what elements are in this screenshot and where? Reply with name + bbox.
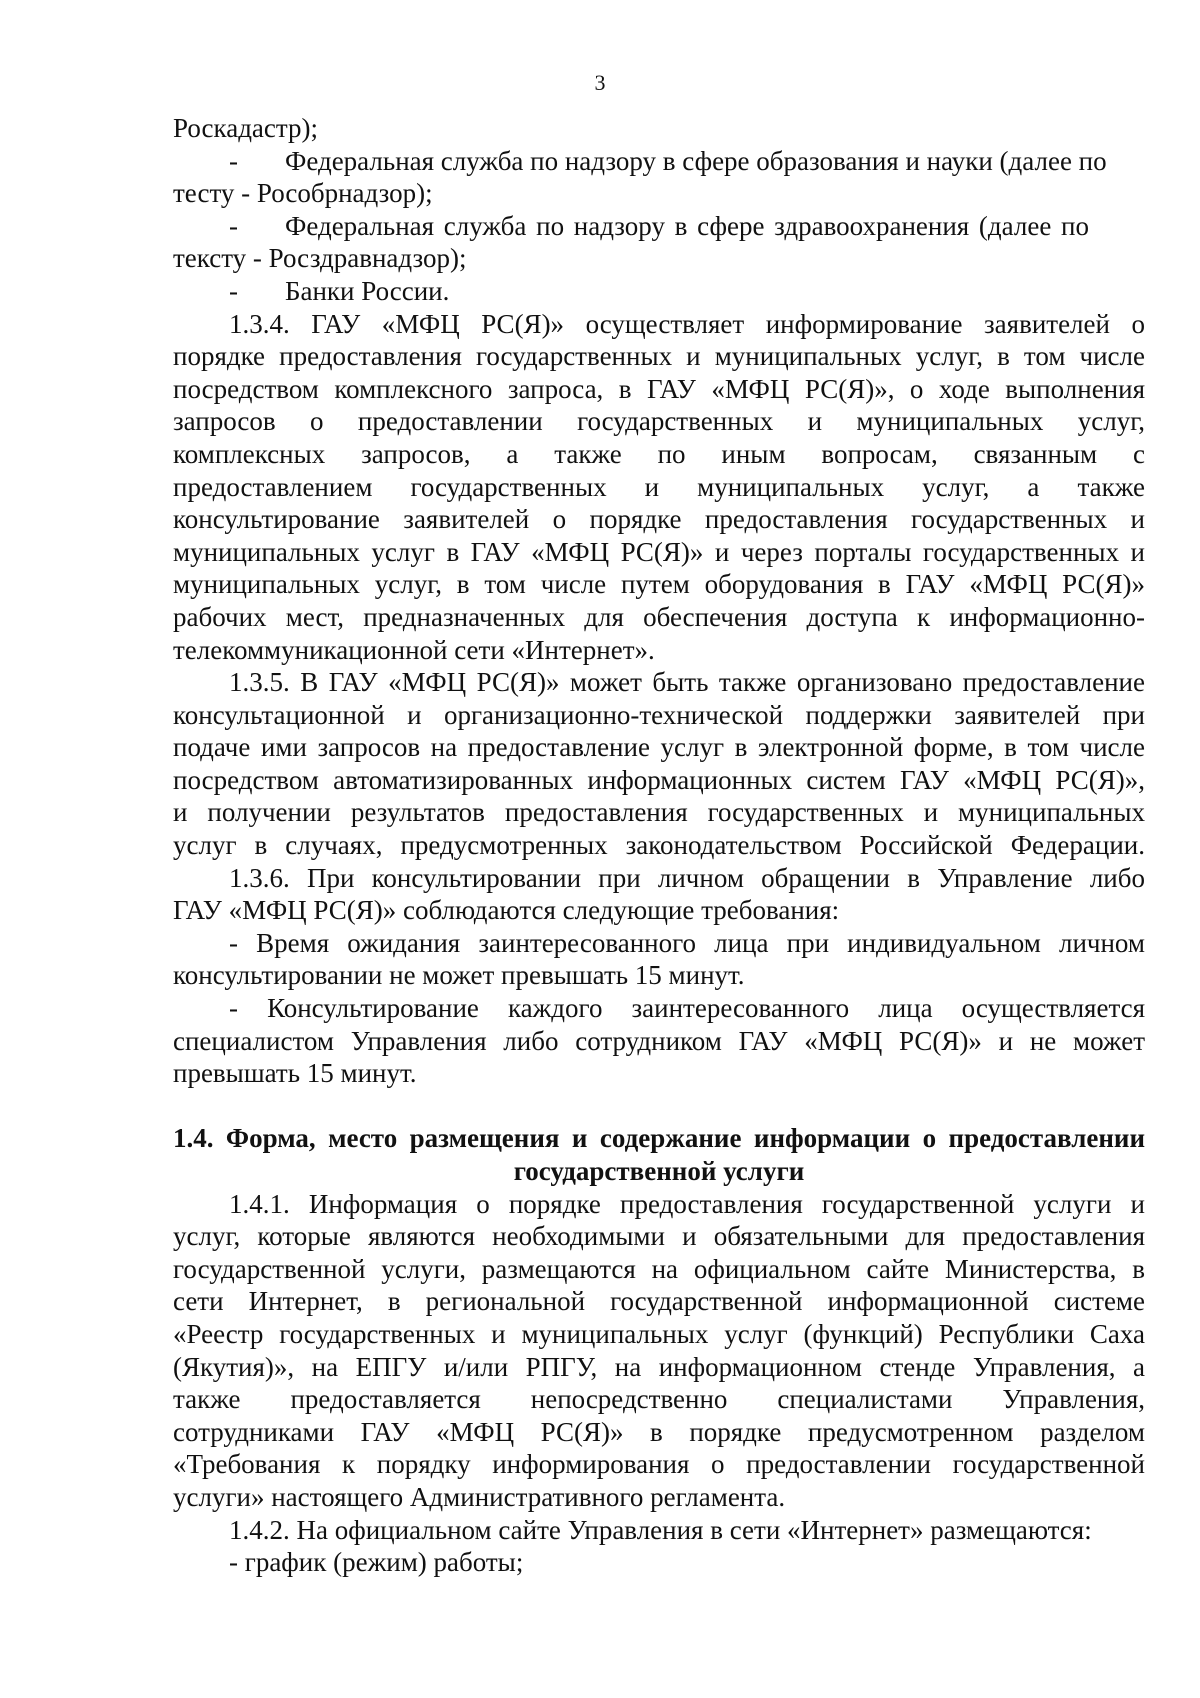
text-line: - Консультирование каждого заинтересованного лица осуществляется <box>229 993 1145 1024</box>
text-line: консультационной и организационно-технической поддержки заявителей при <box>173 699 1145 730</box>
text-line: (Якутия)», на ЕПГУ и/или РПГУ, на информационном стенде Управления, а <box>173 1351 1145 1382</box>
text-line: услуг в случаях, предусмотренных законодательством Российской Федерации. <box>173 830 1145 861</box>
text-line: подаче ими запросов на предоставление услуг в электронной форме, в том числе <box>173 732 1145 763</box>
text-line: ГАУ «МФЦ РС(Я)» соблюдаются следующие требования: <box>173 895 840 926</box>
text-line: посредством комплексного запроса, в ГАУ «МФЦ РС(Я)», о ходе выполнения <box>173 373 1145 404</box>
text-line: муниципальных услуг, в том числе путем оборудования в ГАУ «МФЦ РС(Я)» <box>173 569 1145 600</box>
text-line: специалистом Управления либо сотрудником ГАУ «МФЦ РС(Я)» и не может <box>173 1025 1145 1056</box>
list-item-text: Федеральная служба по надзору в сфере здравоохранения (далее по <box>285 210 1089 241</box>
section-heading: государственной услуги <box>513 1156 805 1186</box>
text-line: телекоммуникационной сети «Интернет». <box>173 634 655 665</box>
text-line: рабочих мест, предназначенных для обеспечения доступа к информационно- <box>173 601 1145 632</box>
text-line: 1.3.4. ГАУ «МФЦ РС(Я)» осуществляет информирование заявителей о <box>229 308 1145 339</box>
list-dash: - <box>229 210 238 241</box>
text-line: запросов о предоставлении государственных и муниципальных услуг, <box>173 406 1145 437</box>
text-line: комплексных запросов, а также по иным вопросам, связанным с <box>173 438 1145 469</box>
text-line: порядке предоставления государственных и муниципальных услуг, в том числе <box>173 341 1145 372</box>
section-heading: 1.4. Форма, место размещения и содержание информации о предоставлении <box>173 1123 1145 1154</box>
text-line: «Реестр государственных и муниципальных услуг (функций) Республики Саха <box>173 1318 1145 1349</box>
document-body <box>173 112 1145 1579</box>
text-line: сети Интернет, в региональной государственной информационной системе <box>173 1286 1145 1317</box>
text-line: посредством автоматизированных информационных систем ГАУ «МФЦ РС(Я)», <box>173 764 1145 795</box>
text-line: «Требования к порядку информирования о предоставлении государственной <box>173 1449 1145 1480</box>
text-line: тексту - Росздравнадзор); <box>173 243 467 274</box>
text-line: - Время ожидания заинтересованного лица при индивидуальном личном <box>229 927 1145 958</box>
list-item <box>173 210 1145 243</box>
text-line: консультирование заявителей о порядке предоставления государственных и <box>173 504 1145 535</box>
text-line: услуги» настоящего Административного регламента. <box>173 1481 786 1512</box>
text-line: предоставлением государственных и муниципальных услуг, а также <box>173 471 1145 502</box>
list-dash: - <box>229 275 238 306</box>
text-line: и получении результатов предоставления государственных и муниципальных <box>173 797 1145 828</box>
page-number: 3 <box>594 70 606 95</box>
text-line: сотрудниками ГАУ «МФЦ РС(Я)» в порядке предусмотренном разделом <box>173 1416 1145 1447</box>
text-line: 1.4.1. Информация о порядке предоставления государственной услуги и <box>229 1188 1145 1219</box>
text-line: превышать 15 минут. <box>173 1058 417 1089</box>
list-item-text: Банки России. <box>285 275 450 306</box>
text-line: муниципальных услуг в ГАУ «МФЦ РС(Я)» и через порталы государственных и <box>173 536 1145 567</box>
text-line: консультировании не может превышать 15 минут. <box>173 960 745 991</box>
paragraph-gap <box>173 1090 1145 1123</box>
text-line: также предоставляется непосредственно специалистами Управления, <box>173 1384 1145 1415</box>
text-line: тесту - Рособрнадзор); <box>173 178 433 209</box>
text-line: услуг, которые являются необходимыми и обязательными для предоставления <box>173 1221 1145 1252</box>
list-item <box>173 145 1145 178</box>
list-dash: - <box>229 145 238 176</box>
list-item <box>173 275 1145 308</box>
text-line: - график (режим) работы; <box>229 1547 524 1578</box>
text-line: 1.3.5. В ГАУ «МФЦ РС(Я)» может быть также организовано предоставление <box>229 667 1145 698</box>
text-line: 1.3.6. При консультировании при личном обращении в Управление либо <box>229 862 1145 893</box>
list-item-text: Федеральная служба по надзору в сфере образования и науки (далее по <box>285 145 1107 176</box>
text-line: 1.4.2. На официальном сайте Управления в сети «Интернет» размещаются: <box>229 1514 1092 1545</box>
text-line: Роскадастр); <box>173 113 319 143</box>
text-line: государственной услуги, размещаются на официальном сайте Министерства, в <box>173 1253 1145 1284</box>
